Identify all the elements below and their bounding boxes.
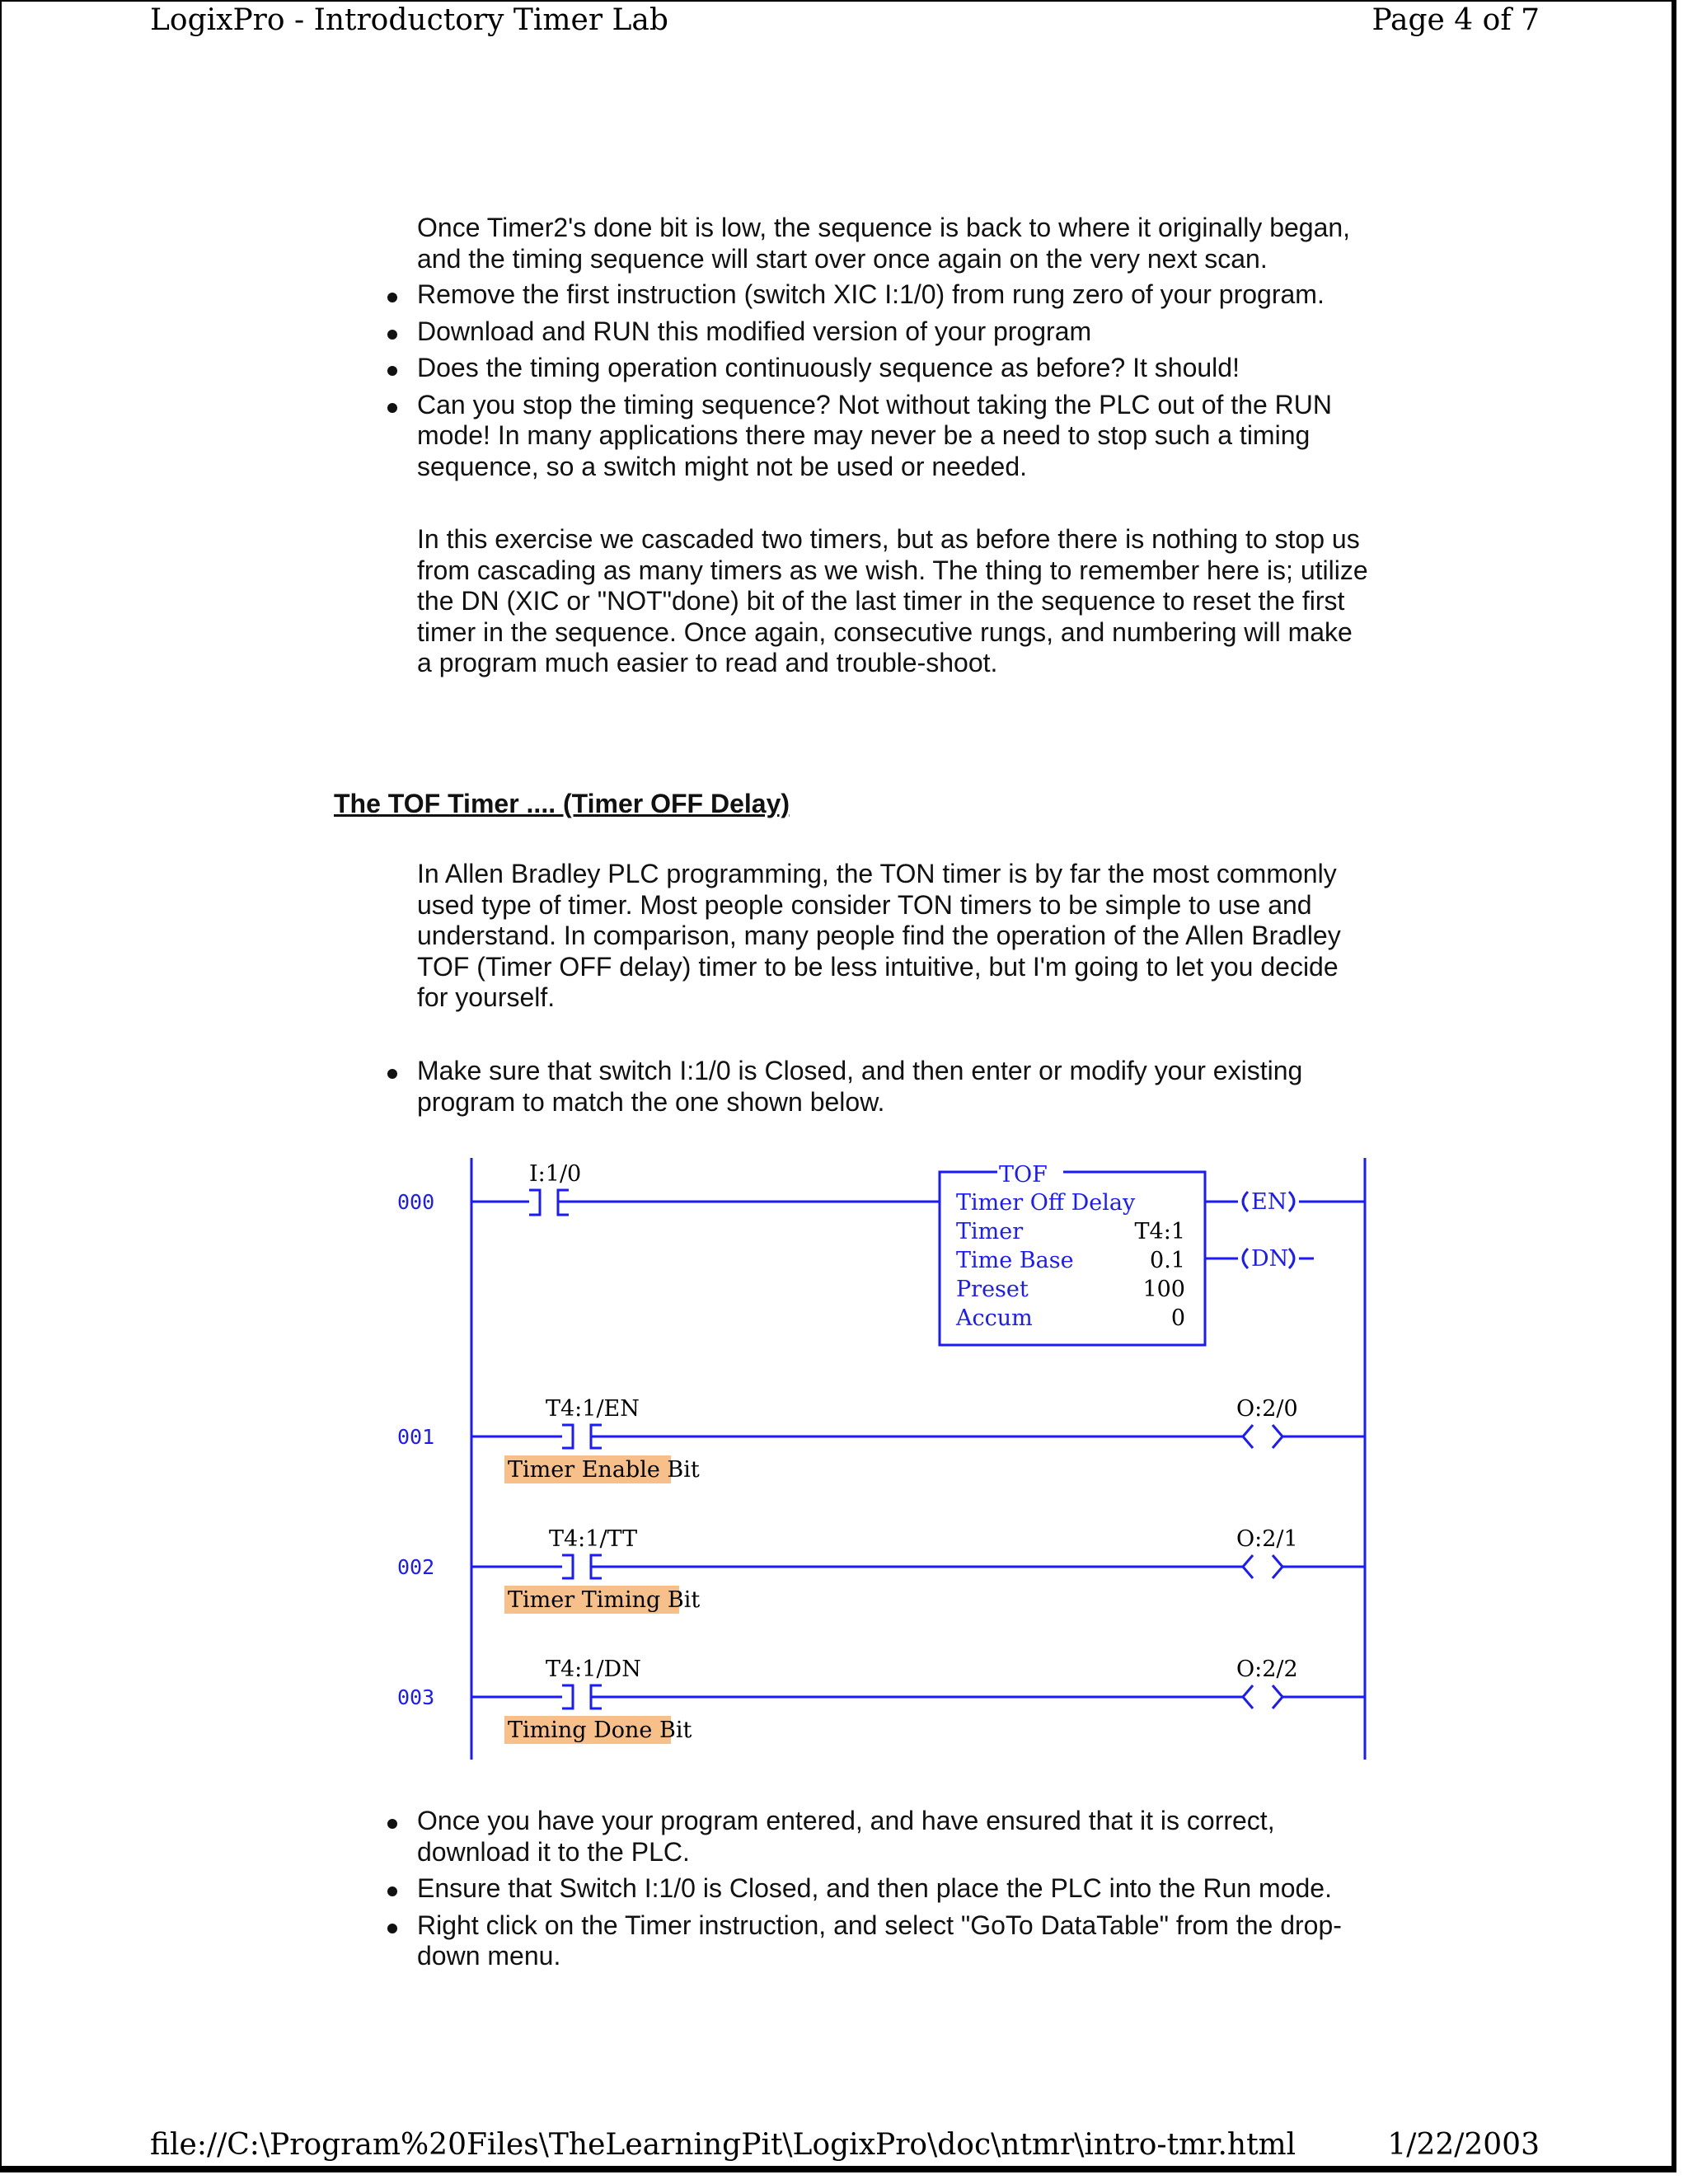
- list-item: Ensure that Switch I:1/0 is Closed, and then place the PLC into the Run mode.: [417, 1873, 1439, 1905]
- tag-label: Timer Timing Bit: [508, 1587, 701, 1613]
- contact-address: T4:1/TT: [549, 1526, 638, 1552]
- intro-line: Once Timer2's done bit is low, the sequence is back to where it originally began,: [417, 213, 1351, 242]
- list-item: Once you have your program entered, and have ensured that it is correct, download it to the PLC.: [417, 1806, 1439, 1868]
- header-page-number: Page 4 of 7: [1372, 3, 1540, 37]
- field-value: 100: [1142, 1277, 1185, 1302]
- output-address: O:2/0: [1236, 1396, 1298, 1422]
- field-value: 0.1: [1150, 1248, 1185, 1273]
- output-address: O:2/2: [1236, 1657, 1298, 1682]
- output-address: O:2/1: [1236, 1526, 1298, 1552]
- section-heading: The TOF Timer .... (Timer OFF Delay): [334, 789, 790, 818]
- svg-text:EN: EN: [1251, 1189, 1287, 1215]
- ladder-diagram: [387, 1154, 1376, 1764]
- dn-output: [1243, 1246, 1294, 1272]
- list-item: Does the timing operation continuously sequence as before? It should!: [417, 353, 1439, 384]
- tof-title: TOF: [999, 1162, 1048, 1188]
- tag-label: Timer Enable Bit: [508, 1457, 700, 1483]
- ote-coil: [1243, 1555, 1282, 1578]
- footer-path: file://C:\Program%20Files\TheLearningPit\LogixPro\doc\ntmr\intro-tmr.html: [150, 2128, 1296, 2162]
- rung-number: 003: [397, 1685, 435, 1709]
- contact-address: T4:1/DN: [546, 1657, 641, 1682]
- rung-number: 002: [397, 1555, 435, 1579]
- rung-number: 000: [397, 1190, 435, 1214]
- tof-paragraph: In Allen Bradley PLC programming, the TON timer is by far the most commonly used type of timer. Most people consider TON timers to be simple to use and understand. In comparison, many people find the operation of the Allen Bradley TOF (Timer OFF delay) timer to be less intuitive, but I'm going to let you decide for yourself.: [417, 859, 1341, 1012]
- field-value: T4:1: [1134, 1219, 1185, 1244]
- footer-date: 1/22/2003: [1387, 2128, 1540, 2162]
- bullet-list-2: [417, 1056, 1439, 1123]
- list-item: Make sure that switch I:1/0 is Closed, and then enter or modify your existing program to match the one shown below.: [417, 1056, 1439, 1118]
- svg-text:DN: DN: [1251, 1246, 1289, 1272]
- tof-timer-block[interactable]: [940, 1160, 1205, 1345]
- bullet-list-3: [417, 1806, 1439, 1978]
- field-value: 0: [1170, 1305, 1185, 1331]
- list-item: Remove the first instruction (switch XIC I:1/0) from rung zero of your program.: [417, 279, 1439, 311]
- field-label: Time Base: [956, 1248, 1074, 1273]
- header-title: LogixPro - Introductory Timer Lab: [150, 3, 668, 37]
- field-label: Timer: [956, 1219, 1024, 1244]
- contact-address: I:1/0: [529, 1161, 582, 1187]
- tof-subtitle: Timer Off Delay: [956, 1190, 1136, 1216]
- field-label: Preset: [956, 1277, 1029, 1302]
- list-item: Right click on the Timer instruction, and select "GoTo DataTable" from the drop- down menu.: [417, 1910, 1439, 1972]
- list-item: Download and RUN this modified version of your program: [417, 316, 1439, 348]
- cascade-paragraph: In this exercise we cascaded two timers, but as before there is nothing to stop us from cascading as many timers as we wish. The thing to remember here is; utilize the DN (XIC or "NOT"done) bit of the last timer in the sequence to reset the first timer in the sequence. Once again, consecutive rungs, and numbering will make a program much easier to read and trouble-shoot.: [417, 524, 1368, 677]
- tag-label: Timing Done Bit: [508, 1718, 692, 1743]
- intro-line: and the timing sequence will start over once again on the very next scan.: [417, 243, 1268, 274]
- bullet-list-1: [417, 279, 1439, 488]
- en-output: [1243, 1189, 1294, 1215]
- ote-coil: [1243, 1685, 1282, 1708]
- field-label: Accum: [956, 1305, 1033, 1331]
- ote-coil: [1243, 1425, 1282, 1448]
- intro-paragraph: [417, 213, 1439, 274]
- contact-address: T4:1/EN: [546, 1396, 640, 1422]
- list-item: Can you stop the timing sequence? Not without taking the PLC out of the RUN mode! In many applications there may never be a need to stop such a timing sequence, so a switch might not be used or needed.: [417, 390, 1439, 483]
- rung-number: 001: [397, 1425, 435, 1449]
